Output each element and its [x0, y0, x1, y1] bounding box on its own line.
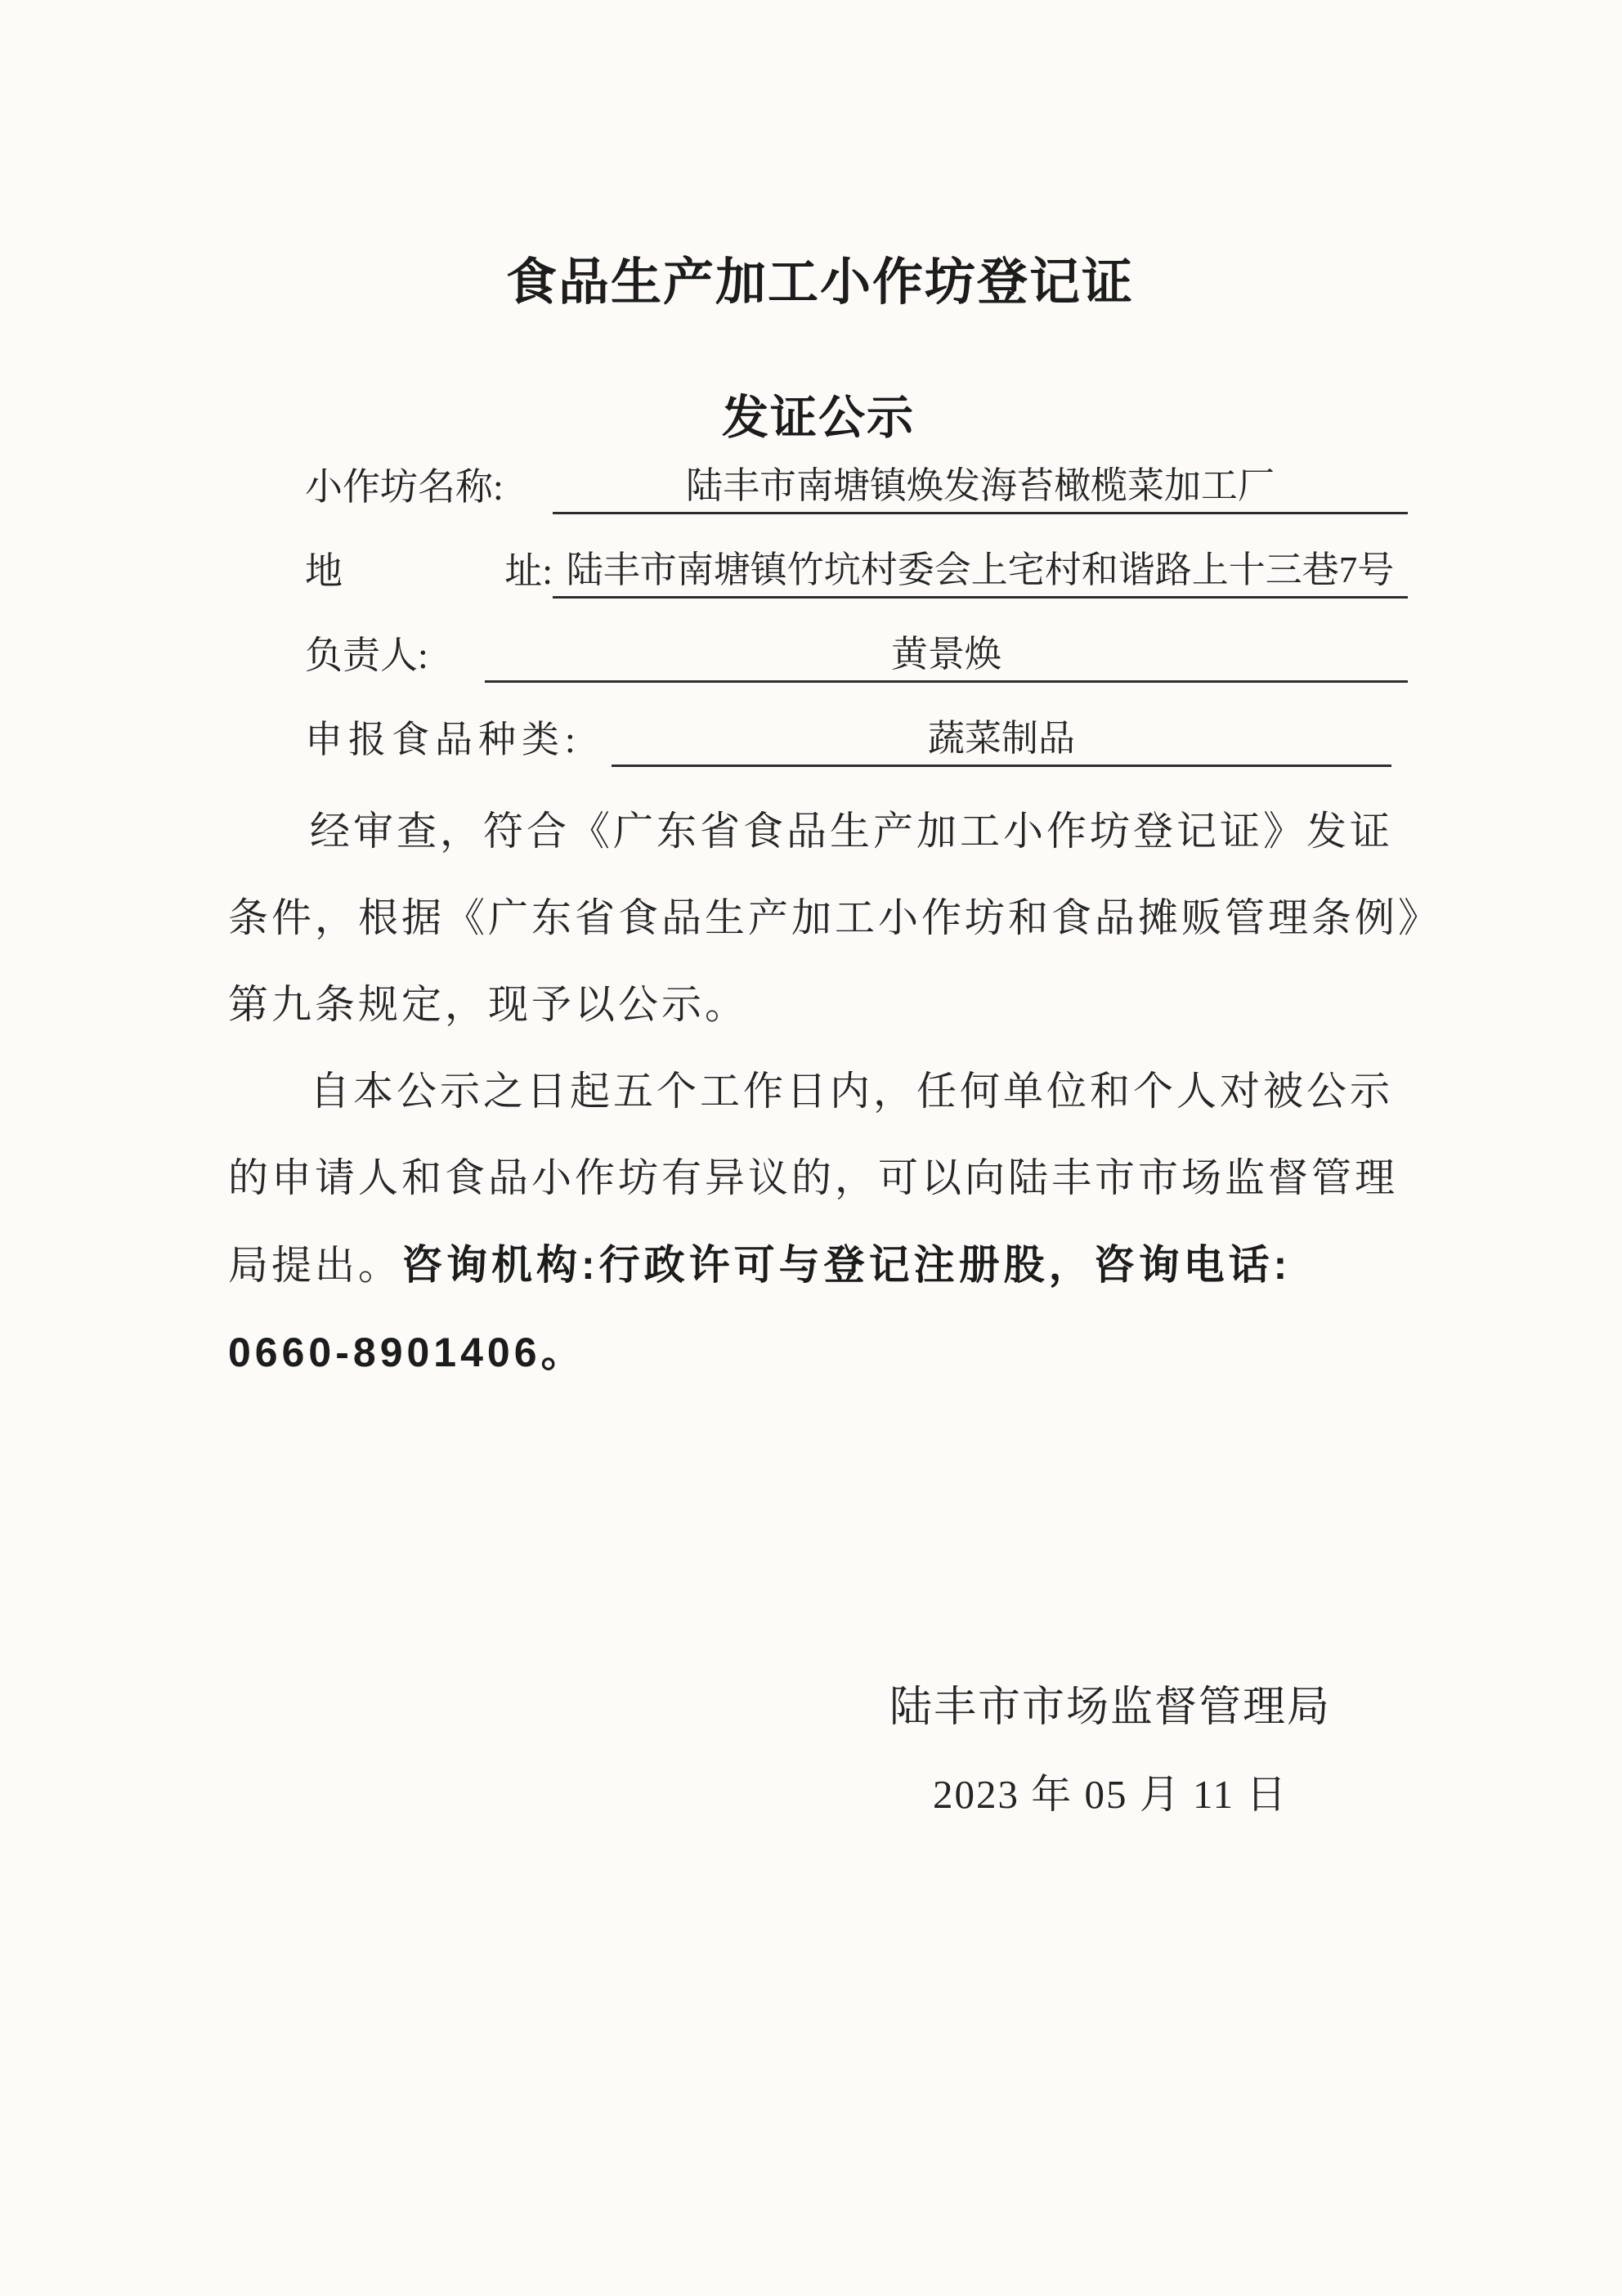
body-line	[228, 962, 1430, 1048]
document-title: 食品生产加工小作坊登记证	[505, 254, 1134, 311]
field-row-food-category	[305, 683, 1408, 767]
field-value-food-category: 蔬菜制品	[927, 718, 1075, 759]
fields-section	[305, 430, 1408, 767]
field-label-text: 小作坊名称:	[305, 466, 504, 508]
field-label-text: 地	[305, 550, 343, 592]
body-line	[228, 1135, 1430, 1222]
field-value-person-in-charge: 黄景焕	[890, 634, 1001, 675]
field-label-person-in-charge	[305, 634, 485, 683]
field-label-text: 址:	[504, 550, 553, 592]
paragraph	[228, 788, 1442, 1048]
body-line	[228, 788, 1430, 875]
field-underline-workshop-name	[553, 464, 1408, 514]
field-label-text: 负责人:	[305, 635, 428, 676]
field-label-food-category	[305, 718, 612, 767]
field-label-text: 申报食品种类:	[305, 719, 581, 760]
body-text-segment: 经审查，符合《广东省食品生产加工小作坊登记证》发证	[310, 809, 1394, 854]
field-underline-person-in-charge	[485, 632, 1408, 683]
issue-date: 2023 年 05 月 11 日	[933, 1772, 1288, 1817]
body-section	[228, 788, 1442, 1397]
field-row-workshop-name	[305, 430, 1408, 514]
field-row-address	[305, 514, 1408, 599]
field-underline-address	[553, 548, 1408, 599]
body-line	[228, 1048, 1430, 1135]
paragraph	[228, 1048, 1430, 1397]
body-text-segment: 第九条规定，现予以公示。	[228, 982, 749, 1027]
field-label-address	[305, 549, 553, 599]
body-text-bold-segment: 咨询机构:行政许可与登记注册股，咨询电话:	[401, 1242, 1292, 1288]
body-text-segment: 条件，根据《广东省食品生产加工小作坊和食品摊贩管理条例》	[228, 895, 1442, 940]
field-label-workshop-name	[305, 465, 553, 514]
body-text-segment: 局提出。	[228, 1243, 402, 1288]
body-text-bold-segment: 0660-8901406。	[228, 1330, 586, 1375]
body-line	[228, 875, 1442, 962]
field-value-workshop-name: 陆丰市南塘镇焕发海苔橄榄菜加工厂	[685, 465, 1275, 506]
field-underline-food-category	[612, 716, 1391, 767]
body-line	[228, 1222, 1430, 1309]
field-row-person-in-charge	[305, 599, 1408, 683]
body-line	[228, 1309, 1430, 1397]
field-value-address: 陆丰市南塘镇竹坑村委会上宅村和谐路上十三巷7号	[566, 549, 1395, 590]
issuer-name: 陆丰市市场监督管理局	[889, 1684, 1332, 1731]
document-subtitle: 发证公示	[722, 392, 915, 444]
body-text-segment: 自本公示之日起五个工作日内，任何单位和个人对被公示	[310, 1069, 1394, 1114]
body-text-segment: 的申请人和食品小作坊有异议的，可以向陆丰市市场监督管理	[228, 1155, 1399, 1200]
